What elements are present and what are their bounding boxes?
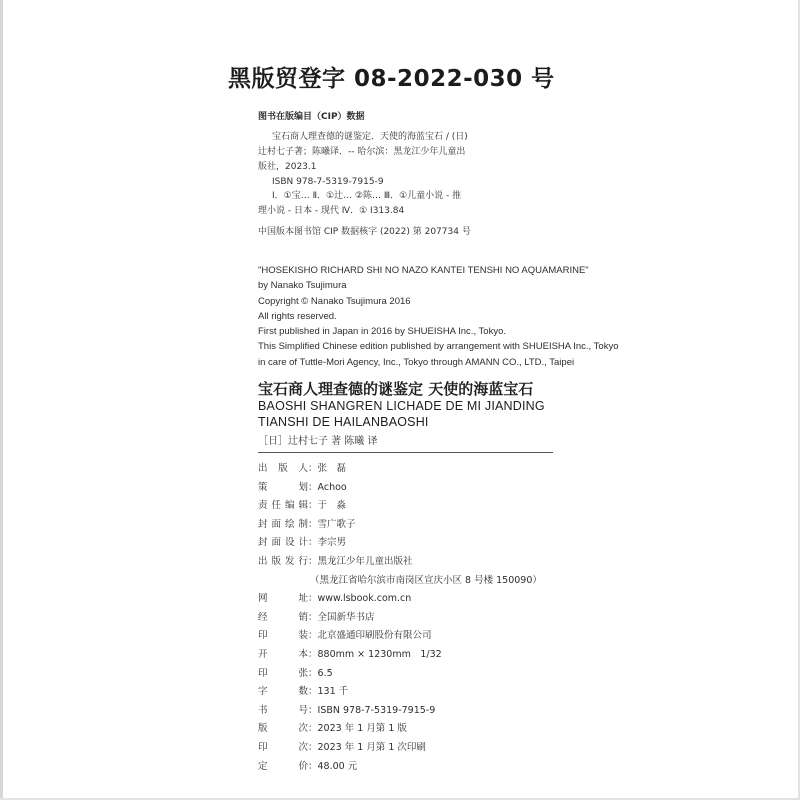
info-colon: ： — [308, 667, 318, 679]
copyright-line: All rights reserved. — [258, 310, 337, 322]
info-colon: ： — [308, 741, 318, 753]
publication-info-row — [258, 758, 542, 777]
info-value: 雪广歌子 — [317, 518, 356, 530]
cip-class-line: Ⅰ．①宝… Ⅱ．①辻… ②陈… Ⅲ．①儿童小说 - 推 — [272, 191, 462, 201]
info-colon: ： — [308, 555, 318, 567]
cip-record-line: 辻村七子著；陈曦译．-- 哈尔滨：黑龙江少年儿童出 — [258, 147, 466, 157]
publication-info-row — [258, 720, 542, 739]
info-value: Achoo — [317, 481, 347, 493]
info-label: 印次 — [258, 741, 308, 753]
copyright-line: This Simplified Chinese edition published by arrangement with SHUEISHA Inc., Tokyo — [258, 341, 619, 353]
info-colon: ： — [308, 648, 318, 660]
book-title: 宝石商人理查德的谜鉴定 天使的海蓝宝石 — [258, 380, 534, 398]
cip-record-line: ISBN 978-7-5319-7915-9 — [272, 177, 384, 187]
info-value: 2023 年 1 月第 1 次印刷 — [317, 741, 426, 753]
cip-classification — [258, 189, 508, 219]
info-label: 印张 — [258, 667, 308, 679]
info-value: www.lsbook.com.cn — [317, 593, 412, 605]
publication-info-row — [258, 683, 542, 702]
info-value: 2023 年 1 月第 1 版 — [317, 723, 407, 735]
copyright-line: Copyright © Nanako Tsujimura 2016 — [258, 295, 411, 307]
info-label: 出版人 — [258, 463, 308, 474]
info-label: 经销 — [258, 611, 308, 623]
info-label: 出版发行 — [258, 555, 308, 567]
info-value: 黑龙江少年儿童出版社 — [317, 555, 413, 567]
info-colon: ： — [308, 611, 318, 623]
info-value: 全国新华书店 — [317, 611, 375, 623]
publication-info-row — [258, 479, 542, 498]
info-label: 字数 — [258, 686, 308, 698]
info-colon: ： — [308, 704, 318, 716]
info-value: 131 千 — [317, 686, 349, 698]
publication-info-row — [258, 460, 542, 479]
cip-class-line: 理小说 - 日本 - 现代 Ⅳ．① I313.84 — [258, 206, 405, 216]
info-colon: ： — [308, 481, 318, 493]
info-label: 策划 — [258, 481, 308, 493]
copyright-line: "HOSEKISHO RICHARD SHI NO NAZO KANTEI TENSHI NO AQUAMARINE" — [258, 265, 589, 276]
cip-approval: 中国版本图书馆 CIP 数据核字 (2022) 第 207734 号 — [258, 227, 471, 237]
publication-info-row — [258, 534, 542, 553]
info-value: 48.00 元 — [317, 760, 358, 772]
publication-info-row — [258, 516, 542, 535]
info-label: 网址 — [258, 593, 308, 605]
info-label: 印装 — [258, 630, 308, 642]
publication-info-row — [258, 572, 542, 591]
copyright-line: by Nanako Tsujimura — [258, 280, 347, 292]
publication-info-row — [258, 739, 542, 758]
info-label: 书号 — [258, 704, 308, 716]
info-colon: ： — [308, 518, 318, 530]
info-label: 定价 — [258, 760, 308, 772]
publication-info-row — [258, 702, 542, 721]
info-colon: ： — [308, 500, 318, 512]
publication-info-row — [258, 609, 542, 628]
info-value: 北京盛通印刷股份有限公司 — [317, 630, 432, 642]
publication-info-row — [258, 627, 542, 646]
page-left-edge — [0, 0, 3, 800]
info-value: 880mm × 1230mm 1/32 — [317, 648, 442, 660]
copyright-line: First published in Japan in 2016 by SHUEISHA Inc., Tokyo. — [258, 326, 507, 338]
cip-record-line: 版社，2023.1 — [258, 162, 317, 172]
section-divider — [258, 452, 553, 453]
publication-info-row — [258, 590, 542, 609]
cip-heading: 图书在版编目（CIP）数据 — [258, 112, 365, 122]
cip-record — [258, 130, 508, 190]
info-label: 封面设计 — [258, 537, 308, 549]
info-label: 版次 — [258, 723, 308, 735]
info-value: 6.5 — [317, 667, 333, 679]
info-colon: ： — [308, 760, 318, 772]
publication-info-row — [258, 497, 542, 516]
info-label: 责任编辑 — [258, 500, 308, 512]
publication-info-row — [258, 665, 542, 684]
author-translator: ［日］辻村七子 著 陈曦 译 — [258, 436, 378, 447]
copyright-notice — [258, 263, 618, 370]
info-colon: ： — [308, 463, 318, 474]
registration-number: 黑版贸登字 08-2022-030 号 — [228, 66, 555, 92]
info-colon: ： — [308, 593, 318, 605]
info-value: 李宗男 — [317, 537, 347, 549]
info-value: 张 磊 — [317, 463, 347, 474]
info-colon: ： — [308, 723, 318, 735]
cip-record-line: 宝石商人理查德的谜鉴定．天使的海蓝宝石 / (日) — [272, 132, 468, 142]
book-title-pinyin: TIANSHI DE HAILANBAOSHI — [258, 415, 429, 429]
copyright-line: in care of Tuttle-Mori Agency, Inc., Tokyo through AMANN CO., LTD., Taipei — [258, 356, 575, 368]
info-value: 于 淼 — [317, 500, 347, 512]
info-colon: ： — [308, 537, 318, 549]
publication-info-row — [258, 553, 542, 572]
publication-info-list — [258, 460, 542, 776]
info-value: ISBN 978-7-5319-7915-9 — [317, 704, 436, 716]
info-colon: ： — [308, 686, 318, 698]
book-title-pinyin: BAOSHI SHANGREN LICHADE DE MI JIANDING — [258, 399, 545, 413]
info-label: 开本 — [258, 648, 308, 660]
cip-approval-block — [258, 225, 508, 240]
info-label: 封面绘制 — [258, 518, 308, 530]
info-value: （黑龙江省哈尔滨市南岗区宣庆小区 8 号楼 150090） — [310, 574, 542, 586]
info-colon: ： — [308, 630, 318, 642]
publication-info-row — [258, 646, 542, 665]
